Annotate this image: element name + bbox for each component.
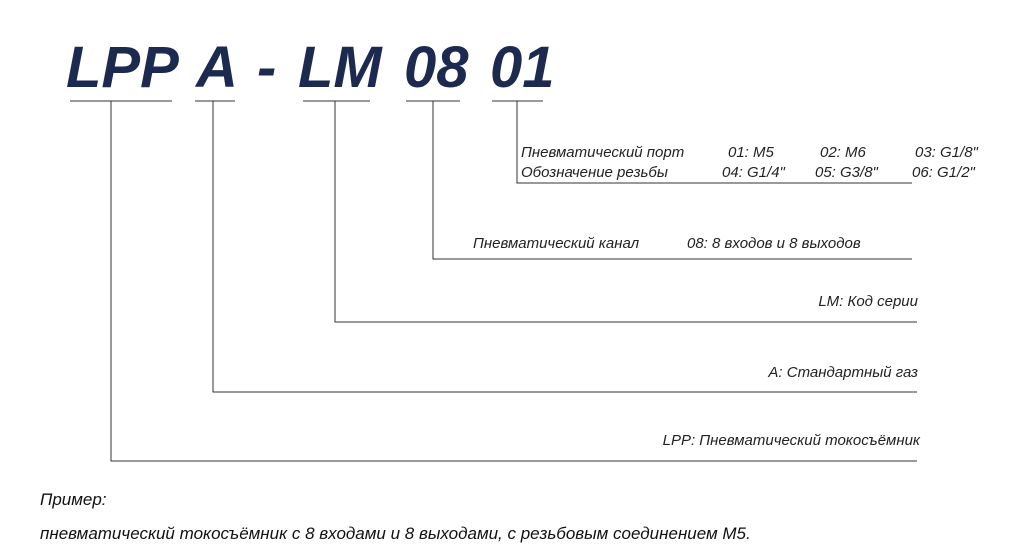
series-label: LM: Код серии: [818, 293, 918, 310]
port-option-05: 05: G3/8": [815, 164, 878, 181]
code-part-08: 08: [404, 35, 469, 100]
port-option-01: 01: M5: [728, 144, 774, 161]
code-part-lpp: LPP: [66, 35, 179, 100]
code-part-01: 01: [490, 35, 555, 100]
gas-label: A: Стандартный газ: [768, 364, 918, 381]
example-text: пневматический токосъёмник с 8 входами и 8 выходами, с резьбовым соединением M5.: [40, 524, 751, 543]
code-part-a: A: [196, 35, 238, 100]
port-option-02: 02: M6: [820, 144, 866, 161]
product-label: LPP: Пневматический токосъёмник: [662, 432, 920, 449]
connector-product: [111, 101, 917, 461]
thread-label: Обозначение резьбы: [521, 164, 668, 181]
port-label: Пневматический порт: [521, 144, 685, 161]
code-dash: -: [257, 35, 277, 100]
code-part-lm: LM: [298, 35, 382, 100]
channel-value: 08: 8 входов и 8 выходов: [687, 235, 861, 252]
port-option-04: 04: G1/4": [722, 164, 785, 181]
connector-series: [335, 101, 917, 322]
port-option-03: 03: G1/8": [915, 144, 978, 161]
port-option-06: 06: G1/2": [912, 164, 975, 181]
channel-label: Пневматический канал: [473, 235, 640, 252]
example-title: Пример:: [40, 490, 107, 509]
